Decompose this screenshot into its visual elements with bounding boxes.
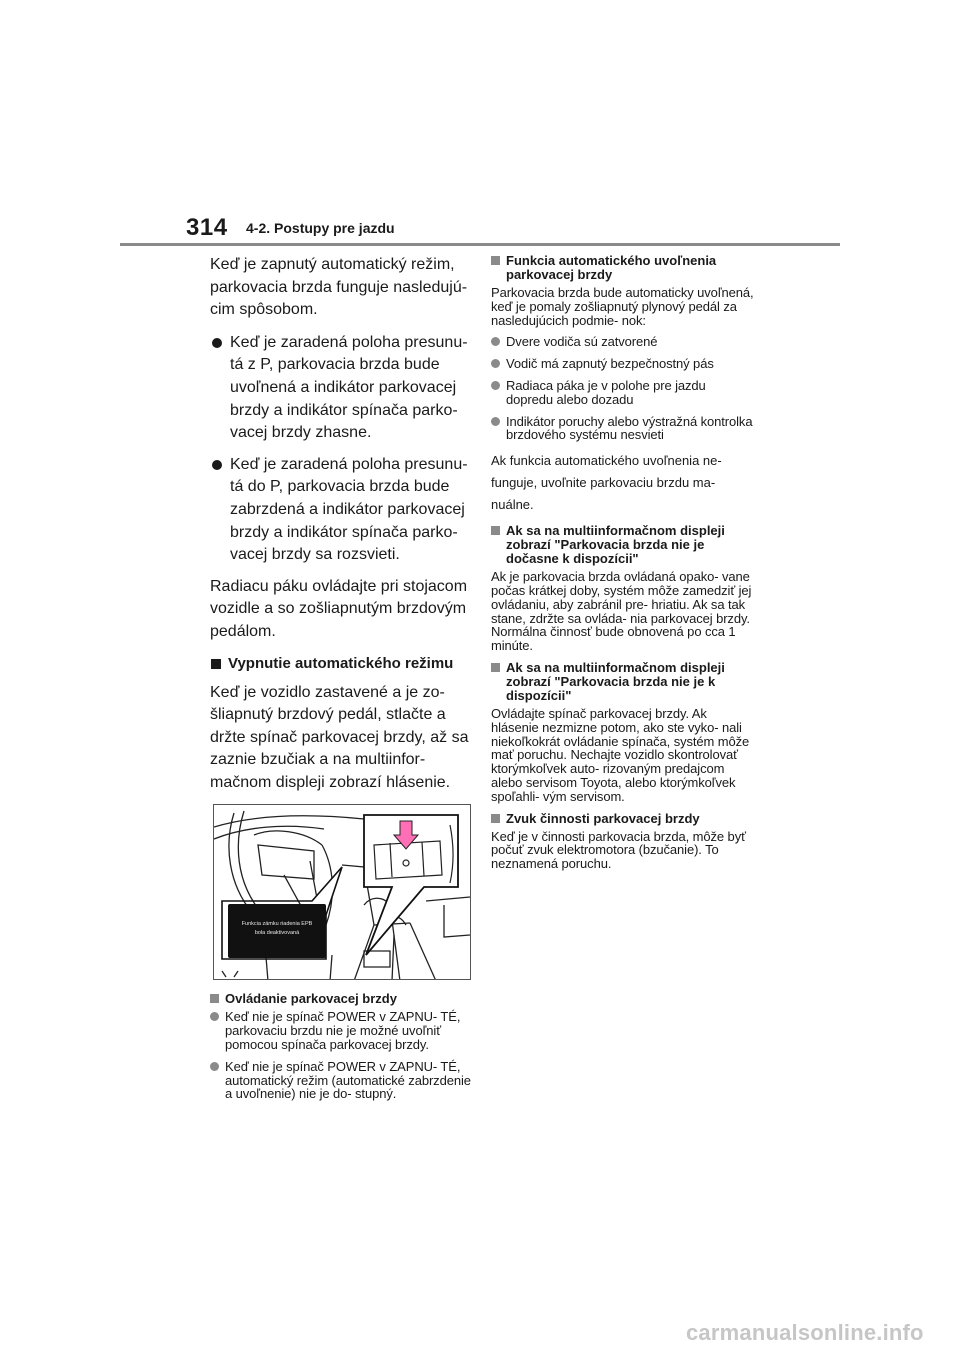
auto-release-paragraph: Parkovacia brzda bude automaticky uvoľnená, keď je pomaly zošliapnutý plynový pedál za nasledujúcich podmie- nok: [491,285,754,328]
manual-release-paragraph: Ak funkcia automatického uvoľnenia ne- funguje, uvoľnite parkovaciu brzdu ma- nuálne. [491,453,722,513]
unavailable-paragraph: Ovládajte spínač parkovacej brzdy. Ak hlásenie nezmizne potom, ako ste vyko- nali niekoľkokrát ovládanie spínača, systém môže mať poruchu. Nechajte vozidlo skontrolovať ktorýmkoľvek auto- rizovaným predajcom alebo servisom Toyota, alebo ktorýmkoľvek spoľahli- vým servisom. [491,705,750,804]
heading-disable-auto-text: Vypnutie automatického režimu [228,654,454,672]
bullet-apply [210,454,472,567]
bullet-apply-text: Keď je zaradená poloha presunu- tá do P, parkovacia brzda bude zabrzdená a indikátor parkovacej brzdy a indikátor spínača parko- vacej brzdy sa rozsvieti. [230,455,468,564]
header-rule [120,243,840,246]
bullet-release [210,332,472,445]
heading-disable-auto [210,654,472,674]
intro-paragraph: Keď je zapnutý automatický režim, parkovacia brzda funguje nasledujú- cim spôsobom. [210,256,468,319]
watermark-text: carmanualsonline.info [686,1320,924,1345]
page-number: 314 [186,214,228,241]
heading-unavailable-text: Ak sa na multiinformačnom displeji zobrazí "Parkovacia brzda nie je k dispozícii" [506,659,725,703]
heading-operation-sound-text: Zvuk činnosti parkovacej brzdy [506,810,700,826]
display-message-line1: Funkcia zámku riadenia EPB [241,921,313,928]
bullet-dot-icon [491,359,500,368]
square-bullet-icon [491,526,500,535]
bullet-dot-icon [212,460,222,470]
right-column [491,254,755,879]
heading-auto-release [491,254,755,282]
operation-sound-paragraph: Keď je v činnosti parkovacia brzda, môže byť počuť zvuk elektromotora (bzučanie). To neznamená poruchu. [491,828,746,872]
heading-temporarily-unavailable-text: Ak sa na multiinformačnom displeji zobrazí "Parkovacia brzda nie je dočasne k dispozícii" [506,523,725,567]
bullet-dot-icon [210,1012,219,1021]
note-power-off-auto [210,1060,472,1101]
condition-warning-light [491,415,755,443]
shift-paragraph: Radiacu páku ovládajte pri stojacom vozidle a so zošliapnutým brzdovým pedálom. [210,577,468,640]
heading-brake-operation [210,992,472,1006]
note-power-off-auto-text: Keď nie je spínač POWER v ZAPNU- TÉ, automatický režim (automatické zabrzdenie a uvoľnenie) nie je do- stupný. [225,1058,471,1102]
heading-temporarily-unavailable [491,524,755,566]
heading-unavailable [491,661,755,703]
condition-seatbelt-text: Vodič má zapnutý bezpečnostný pás [506,356,714,372]
square-bullet-icon [210,994,219,1003]
bullet-dot-icon [210,1062,219,1071]
square-bullet-icon [491,814,500,823]
note-power-off-release-text: Keď nie je spínač POWER v ZAPNU- TÉ, parkovaciu brzdu nie je možné uvoľniť pomocou spínača parkovacej brzdy. [225,1009,461,1053]
bullet-dot-icon [491,417,500,426]
condition-seatbelt [491,357,755,371]
heading-brake-operation-text: Ovládanie parkovacej brzdy [225,991,397,1007]
bullet-dot-icon [212,338,222,348]
square-bullet-icon [491,663,500,672]
condition-warning-light-text: Indikátor poruchy alebo výstražná kontrolka brzdového systému nesvieti [506,413,753,443]
heading-auto-release-text: Funkcia automatického uvoľnenia parkovacej brzdy [506,253,717,282]
disable-paragraph: Keď je vozidlo zastavené a je zo- šliapnutý brzdový pedál, stlačte a držte spínač parkovacej brzdy, až sa zaznie bzučiak a na multiinfor- mačnom displeji zobrazí hlásenie. [210,683,469,791]
section-title: 4-2. Postupy pre jazdu [246,220,395,236]
condition-door [491,335,755,349]
condition-shift-lever [491,379,755,407]
condition-shift-lever-text: Radiaca páka je v polohe pre jazdu dopredu alebo dozadu [506,377,706,407]
left-column [210,254,472,1109]
condition-door-text: Dvere vodiča sú zatvorené [506,334,658,350]
heading-operation-sound [491,812,755,826]
square-bullet-icon [491,256,500,265]
square-bullet-icon [211,659,221,669]
display-message-screen [228,904,326,958]
bullet-dot-icon [491,337,500,346]
note-power-off-release [210,1010,472,1051]
parking-brake-illustration [213,804,471,980]
bullet-dot-icon [491,381,500,390]
temporarily-unavailable-paragraph: Ak je parkovacia brzda ovládaná opako- vane počas krátkej doby, systém môže zamedziť jej ovládaniu, aby zabránil pre- hriatiu. Ak sa tak stane, zdržte sa ovláda- nia parkovacej brzdy. Normálna činnosť bude obnovená po cca 1 minúte. [491,569,752,654]
bullet-release-text: Keď je zaradená poloha presunu- tá z P, parkovacia brzda bude uvoľnená a indikátor parkovacej brzdy a indikátor spínača parko- vacej brzdy zhasne. [230,333,468,442]
display-message-line2: bola deaktivovaná [254,930,300,937]
